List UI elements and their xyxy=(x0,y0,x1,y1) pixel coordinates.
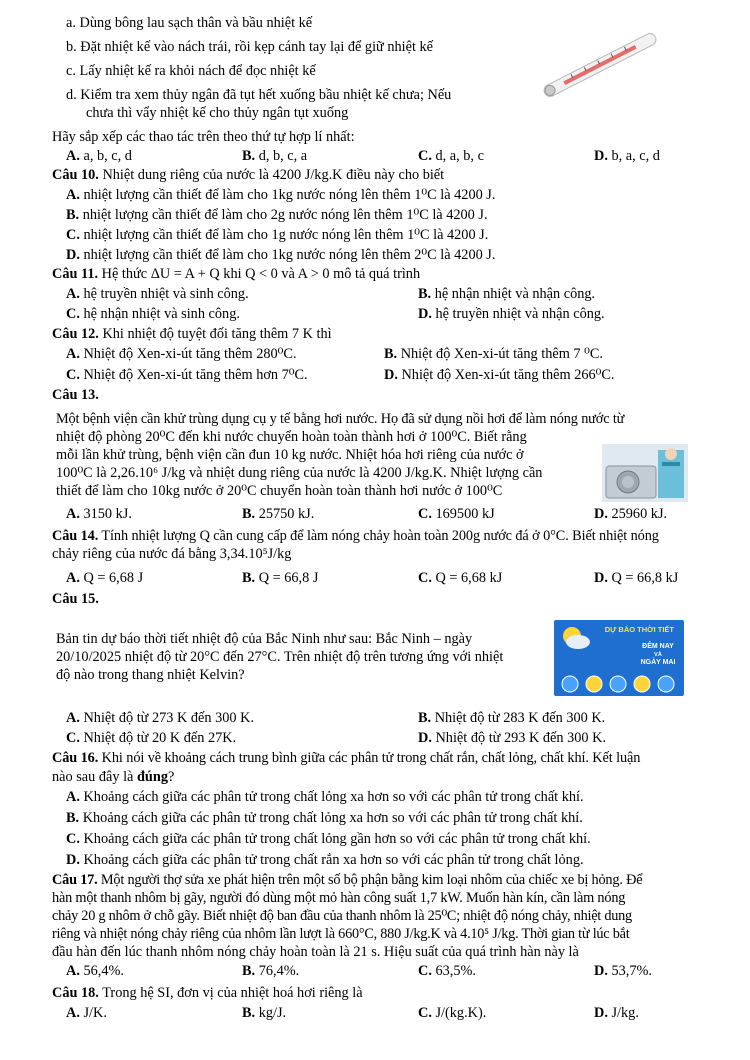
q18-option-a[interactable]: A. J/K. xyxy=(66,1005,107,1021)
q13-line-1: Một bệnh viện cần khử trùng dụng cụ y tế bằng hơi nước. Họ đã sử dụng nồi hơi để làm nóng nước từ xyxy=(56,411,625,427)
q14-option-c[interactable]: C. Q = 6,68 kJ xyxy=(418,570,503,586)
q15-option-a[interactable]: A. Nhiệt độ từ 273 K đến 300 K. xyxy=(66,710,255,726)
q11-option-d[interactable]: D. hệ truyền nhiệt và nhận công. xyxy=(418,306,605,322)
thermometer-image xyxy=(530,30,670,100)
step-a: a. Dùng bông lau sạch thân và bầu nhiệt kế xyxy=(66,15,313,31)
q18-option-b[interactable]: B. kg/J. xyxy=(242,1005,287,1021)
q15-option-d[interactable]: D. Nhiệt độ từ 293 K đến 300 K. xyxy=(418,730,607,746)
q15-line-1: Bản tin dự báo thời tiết nhiệt độ của Bắc Ninh như sau: Bắc Ninh – ngày xyxy=(56,631,473,647)
weather-badge-title: DỰ BÁO THỜI TIẾT xyxy=(604,625,674,634)
q18-stem: Câu 18. Trong hệ SI, đơn vị của nhiệt hoá hơi riêng là xyxy=(52,985,363,1001)
q10-stem: Câu 10. Nhiệt dung riêng của nước là 4200 J/kg.K điều này cho biết xyxy=(52,167,445,183)
q17-line-1: Câu 17. Một người thợ sửa xe phát hiện trên một số bộ phận bằng kim loại nhôm của chiếc xe bị hỏng. Để xyxy=(52,872,643,888)
q15-line-2: 20/10/2025 nhiệt độ từ 20°C đến 27°C. Trên nhiệt độ trên tương ứng với nhiệt xyxy=(56,649,504,665)
q17-option-c[interactable]: C. 63,5%. xyxy=(418,963,476,979)
weather-badge-line3: NGÀY MAI xyxy=(640,659,676,666)
q17-line-5: đầu hàn đến lúc thanh nhôm nóng chảy hoàn toàn là 21 s. Hiệu suất của quá trình hàn này là xyxy=(52,944,579,960)
q16-stem-1: Câu 16. Khi nói về khoảng cách trung bình giữa các phân tử trong chất rắn, chất lỏng, chất khí. Kết luận xyxy=(52,750,641,766)
q13-option-d[interactable]: D. 25960 kJ. xyxy=(594,506,668,522)
q16-option-a[interactable]: A. Khoảng cách giữa các phân tử trong chất lỏng xa hơn so với các phân tử trong chất khí. xyxy=(66,789,584,805)
hospital-sterilizer-image xyxy=(602,444,688,502)
q18-option-c[interactable]: C. J/(kg.K). xyxy=(418,1005,487,1021)
q17-option-a[interactable]: A. 56,4%. xyxy=(66,963,124,979)
q17-option-b[interactable]: B. 76,4%. xyxy=(242,963,300,979)
q14-stem-1: Câu 14. Tính nhiệt lượng Q cần cung cấp để làm nóng chảy hoàn toàn 200g nước đá ở 0°C. Biết nhiệt nóng xyxy=(52,528,659,544)
q11-option-b[interactable]: B. hệ nhận nhiệt và nhận công. xyxy=(418,286,596,302)
q12-option-c[interactable]: C. Nhiệt độ Xen-xi-út tăng thêm hơn 7⁰C. xyxy=(66,367,308,383)
q13-line-5: thiết để làm cho 10kg nước ở 20⁰C chuyển hoàn toàn thành hơi nước ở 100⁰C xyxy=(56,483,503,499)
step-b: b. Đặt nhiệt kế vào nách trái, rồi kẹp cánh tay lại để giữ nhiệt kế xyxy=(66,39,434,55)
q16-stem-2: nào sau đây là đúng? xyxy=(52,769,175,785)
step-d-cont: chưa thì vẩy nhiệt kế cho thủy ngân tụt xuống xyxy=(86,105,349,121)
q17-line-2: hàn một thanh nhôm bị gãy, người đó dùng một mỏ hàn công suất 1,7 kW. Muốn hàn kín, cần làm nóng xyxy=(52,890,626,906)
q15-option-b[interactable]: B. Nhiệt độ từ 283 K đến 300 K. xyxy=(418,710,606,726)
q13-line-2: nhiệt độ phòng 20⁰C đến khi nước chuyển hoàn toàn thành hơi ở 100⁰C. Biết rằng xyxy=(56,429,527,445)
q11-stem: Câu 11. Hệ thức ΔU = A + Q khi Q < 0 và A > 0 mô tả quá trình xyxy=(52,266,421,282)
q17-line-3: chảy 20 g nhôm ở chỗ gãy. Biết nhiệt độ ban đầu của thanh nhôm là 25⁰C; nhiệt độ nóng chảy, nhiệt dung xyxy=(52,908,632,924)
weather-forecast-image xyxy=(554,620,684,696)
q15-label: Câu 15. xyxy=(52,591,99,607)
q11-option-c[interactable]: C. hệ nhận nhiệt và sinh công. xyxy=(66,306,240,322)
q13-label: Câu 13. xyxy=(52,387,99,403)
q9-option-a[interactable]: A. a, b, c, d xyxy=(66,148,132,164)
q13-line-4: 100⁰C là 2,26.10⁶ J/kg và nhiệt dung riêng của nước là 4200 J/kg.K. Nhiệt lượng cần xyxy=(56,465,543,481)
weather-badge-line1: ĐÊM NAY xyxy=(642,643,674,650)
step-d: d. Kiểm tra xem thủy ngân đã tụt hết xuống bầu nhiệt kế chưa; Nếu xyxy=(66,87,452,103)
weather-badge-line2: VÀ xyxy=(654,652,662,658)
q16-option-b[interactable]: B. Khoảng cách giữa các phân tử trong chất lỏng xa hơn so với các phân tử trong chất khí. xyxy=(66,810,583,826)
q13-option-a[interactable]: A. 3150 kJ. xyxy=(66,506,132,522)
q12-option-d[interactable]: D. Nhiệt độ Xen-xi-út tăng thêm 266⁰C. xyxy=(384,367,615,383)
q12-option-a[interactable]: A. Nhiệt độ Xen-xi-út tăng thêm 280⁰C. xyxy=(66,346,297,362)
q17-line-4: riêng và nhiệt nóng chảy riêng của nhôm lần lượt là 660°C, 880 J/kg.K và 4.10⁵ J/kg. Thời gian từ lúc bắt xyxy=(52,926,630,942)
q18-option-d[interactable]: D. J/kg. xyxy=(594,1005,639,1021)
q13-line-3: mỗi lần khử trùng, bệnh viện cần đun 10 kg nước. Nhiệt hóa hơi riêng của nước ở xyxy=(56,447,524,463)
q10-option-d[interactable]: D. nhiệt lượng cần thiết để làm cho 1kg nước nóng lên thêm 2⁰C là 4200 J. xyxy=(66,247,496,263)
q13-option-b[interactable]: B. 25750 kJ. xyxy=(242,506,315,522)
q12-option-b[interactable]: B. Nhiệt độ Xen-xi-út tăng thêm 7 ⁰C. xyxy=(384,346,603,362)
q15-option-c[interactable]: C. Nhiệt độ từ 20 K đến 27K. xyxy=(66,730,237,746)
q9-option-d[interactable]: D. b, a, c, d xyxy=(594,148,660,164)
q10-option-c[interactable]: C. nhiệt lượng cần thiết để làm cho 1g nước nóng lên thêm 1⁰C là 4200 J. xyxy=(66,227,489,243)
q16-option-d[interactable]: D. Khoảng cách giữa các phân tử trong chất rắn xa hơn so với các phân tử trong chất lỏng. xyxy=(66,852,584,868)
step-c: c. Lấy nhiệt kế ra khỏi nách để đọc nhiệt kế xyxy=(66,63,316,79)
q14-stem-2: chảy riêng của nước đá bằng 3,34.10⁵J/kg xyxy=(52,546,292,562)
q9-option-b[interactable]: B. d, b, c, a xyxy=(242,148,308,164)
q16-option-c[interactable]: C. Khoảng cách giữa các phân tử trong chất lỏng gần hơn so với các phân tử trong chất khí. xyxy=(66,831,591,847)
q10-option-a[interactable]: A. nhiệt lượng cần thiết để làm cho 1kg nước nóng lên thêm 1⁰C là 4200 J. xyxy=(66,187,496,203)
q13-option-c[interactable]: C. 169500 kJ xyxy=(418,506,495,522)
q14-option-a[interactable]: A. Q = 6,68 J xyxy=(66,570,144,586)
q14-option-b[interactable]: B. Q = 66,8 J xyxy=(242,570,319,586)
q11-option-a[interactable]: A. hệ truyền nhiệt và sinh công. xyxy=(66,286,249,302)
q10-option-b[interactable]: B. nhiệt lượng cần thiết để làm cho 2g nước nóng lên thêm 1⁰C là 4200 J. xyxy=(66,207,488,223)
q15-line-3: độ nào trong thang nhiệt Kelvin? xyxy=(56,667,245,683)
q17-option-d[interactable]: D. 53,7%. xyxy=(594,963,652,979)
q14-option-d[interactable]: D. Q = 66,8 kJ xyxy=(594,570,679,586)
q12-stem: Câu 12. Khi nhiệt độ tuyệt đối tăng thêm 7 K thì xyxy=(52,326,332,342)
q9-prompt: Hãy sắp xếp các thao tác trên theo thứ tự hợp lí nhất: xyxy=(52,129,355,145)
q9-option-c[interactable]: C. d, a, b, c xyxy=(418,148,484,164)
